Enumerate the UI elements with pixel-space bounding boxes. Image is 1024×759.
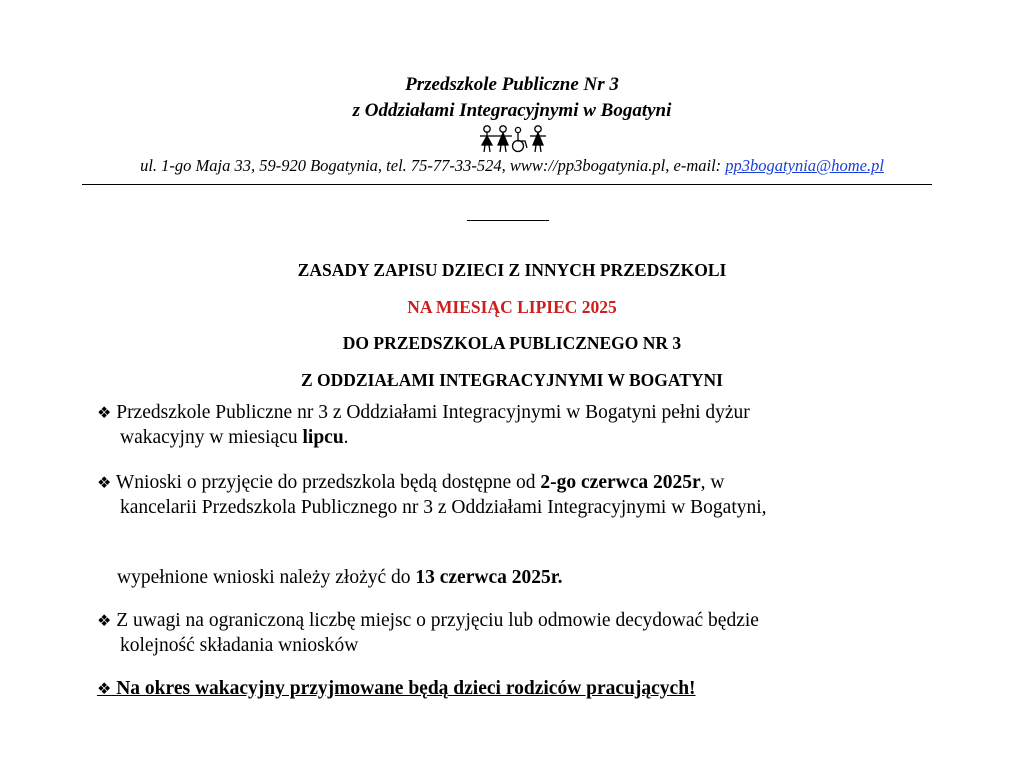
diamond-bullet-icon: ❖ <box>97 611 112 630</box>
p1-end: . <box>343 427 349 448</box>
diamond-bullet-icon: ❖ <box>97 679 112 698</box>
p2-cont: kancelarii Przedszkola Publicznego nr 3 z Oddziałami Integracyjnymi w Bogatyni, <box>120 497 767 518</box>
bullet-paragraph-2 <box>97 470 939 520</box>
email-link[interactable]: pp3bogatynia@home.pl <box>725 156 884 175</box>
p5-text: Na okres wakacyjny przyjmowane będą dzieci rodziców pracujących! <box>116 678 696 699</box>
bullet-paragraph-4 <box>97 676 939 701</box>
children-wheelchair-logo-icon <box>478 124 548 154</box>
p1-cont: wakacyjny w miesiącu <box>120 427 303 448</box>
p2-text: Wnioski o przyjęcie do przedszkola będą dostępne od <box>115 472 541 493</box>
p4-cont: kolejność składania wniosków <box>120 635 359 656</box>
header-divider <box>82 184 932 185</box>
title-line-1: ZASADY ZAPISU DZIECI Z INNYCH PRZEDSZKOLI <box>297 260 727 280</box>
title-line-2: NA MIESIĄC LIPIEC 2025 <box>407 297 617 317</box>
bullet-paragraph-3 <box>97 608 939 658</box>
diamond-bullet-icon: ❖ <box>97 403 112 422</box>
address-line <box>0 155 1024 177</box>
title-line-3: DO PRZEDSZKOLA PUBLICZNEGO NR 3 <box>342 333 682 353</box>
school-subtitle: z Oddziałami Integracyjnymi w Bogatyni <box>352 100 672 121</box>
address-text: ul. 1-go Maja 33, 59-920 Bogatynia, tel. 75-77-33-524, www://pp3bogatynia.pl, e-mail: <box>140 156 726 175</box>
header-divider-short <box>467 220 549 221</box>
school-name: Przedszkole Publiczne Nr 3 <box>405 74 619 95</box>
p2-after: , w <box>700 472 725 493</box>
paragraph-deadline <box>117 565 959 590</box>
diamond-bullet-icon: ❖ <box>97 473 112 492</box>
p2-bold: 2-go czerwca 2025r <box>540 472 701 493</box>
title-line-4: Z ODDZIAŁAMI INTEGRACYJNYMI W BOGATYNI <box>301 370 723 390</box>
p1-text: Przedszkole Publiczne nr 3 z Oddziałami Integracyjnymi w Bogatyni pełni dyżur <box>116 402 750 423</box>
p4-text: Z uwagi na ograniczoną liczbę miejsc o przyjęciu lub odmowie decydować będzie <box>116 610 759 631</box>
p1-bold: lipcu <box>302 427 344 448</box>
p3-bold: 13 czerwca 2025r. <box>415 567 563 588</box>
bullet-paragraph-1 <box>97 400 939 450</box>
p3-text: wypełnione wnioski należy złożyć do <box>117 567 416 588</box>
